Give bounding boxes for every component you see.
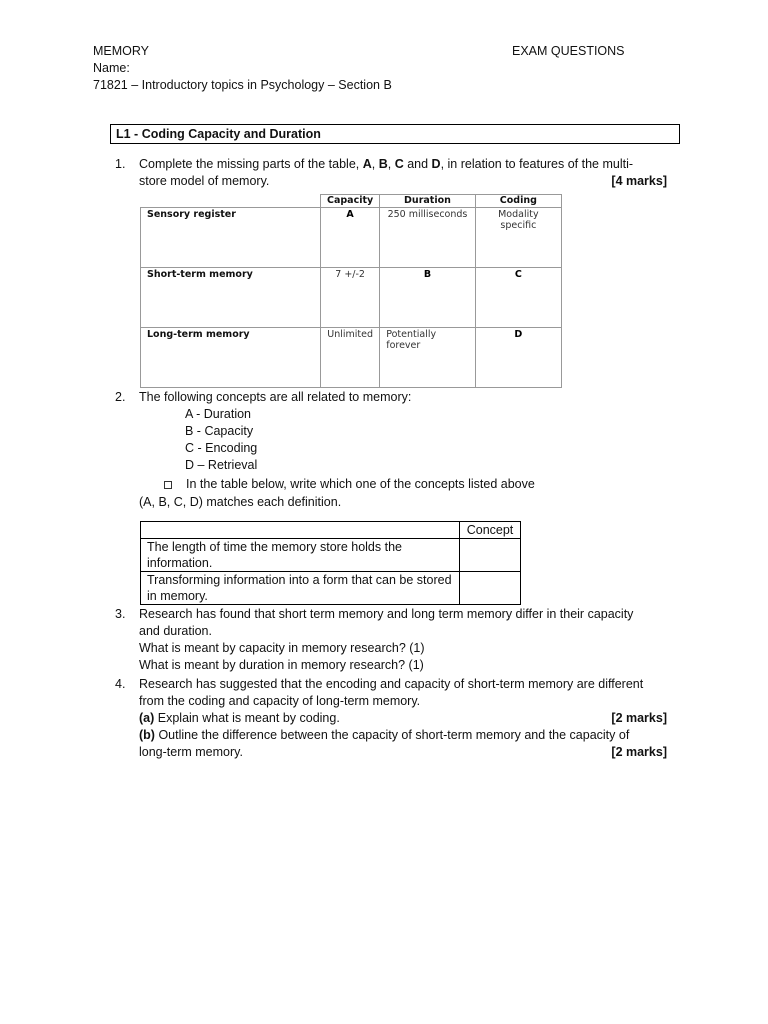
question-number: 2. <box>115 390 126 404</box>
concept-item: C - Encoding <box>185 441 258 455</box>
col-header-coding: Coding <box>475 195 561 208</box>
cell-sensory-capacity: A <box>321 208 380 268</box>
q1-letter-d: D <box>431 157 441 171</box>
section-title: L1 - Coding Capacity and Duration <box>110 124 680 144</box>
cell-stm-coding: C <box>475 268 561 328</box>
cell-ltm-capacity: Unlimited <box>321 328 380 388</box>
concept-column-header: Concept <box>460 522 521 539</box>
q4-part-a <box>139 710 667 727</box>
q1-text-a: Complete the missing parts of the table, <box>139 157 363 171</box>
marks-label: [2 marks] <box>611 711 667 725</box>
header-course: 71821 – Introductory topics in Psychology – Section B <box>93 78 392 92</box>
q1-letter-a: A <box>362 157 372 171</box>
concept-answer-cell[interactable] <box>460 539 521 572</box>
concept-table <box>140 521 521 605</box>
question-text: Complete the missing parts of the table, A, B, C and D, in relation to features of the multi- store model of memory. [4 marks] <box>139 157 667 188</box>
q4-part-b <box>139 727 667 744</box>
definition-cell: The length of time the memory store holds the information. <box>141 539 460 572</box>
instruction-text: In the table below, write which one of the concepts listed above <box>186 477 535 491</box>
cell-sensory-coding: Modality specific <box>475 208 561 268</box>
part-a-text: Explain what is meant by coding. <box>154 711 340 725</box>
part-b-text: Outline the difference between the capacity of short-term memory and the capacity of <box>154 728 630 742</box>
q4-line: Research has suggested that the encoding and capacity of short-term memory are different <box>139 677 644 691</box>
concept-answer-cell[interactable] <box>460 572 521 605</box>
part-a-label: (a) <box>139 711 155 725</box>
col-header-capacity: Capacity <box>321 195 380 208</box>
q1-and: and <box>403 157 432 171</box>
definition-cell: Transforming information into a form that can be stored in memory. <box>141 572 460 605</box>
question-number: 4. <box>115 677 126 691</box>
cell-ltm-duration: Potentially forever <box>380 328 476 388</box>
q1-letter-c: C <box>394 157 404 171</box>
row-label-short-term: Short-term memory <box>141 268 321 328</box>
question-text <box>139 606 667 674</box>
marks-label: [4 marks] <box>611 174 667 188</box>
concept-item: B - Capacity <box>185 424 254 438</box>
row-label-sensory: Sensory register <box>141 208 321 268</box>
header-exam-questions: EXAM QUESTIONS <box>512 44 625 58</box>
question-number: 3. <box>115 607 126 621</box>
square-bullet-icon <box>164 481 172 489</box>
concept-list <box>185 406 257 474</box>
q1-text-c: store model of memory. <box>139 174 270 188</box>
instruction-text-2: (A, B, C, D) matches each definition. <box>139 495 342 509</box>
q3-line: and duration. <box>139 624 212 638</box>
cell-stm-duration: B <box>380 268 476 328</box>
q1-text-b: , in relation to features of the multi- <box>440 157 634 171</box>
q4-part-b-cont <box>139 744 667 761</box>
table-corner <box>141 195 321 208</box>
part-b-text-2: long-term memory. <box>139 745 243 759</box>
header-left <box>93 43 392 94</box>
memory-model-table <box>140 194 562 388</box>
concept-item: D – Retrieval <box>185 458 258 472</box>
cell-sensory-duration: 250 milliseconds <box>380 208 476 268</box>
q4-line: from the coding and capacity of long-term memory. <box>139 694 421 708</box>
q3-line: What is meant by capacity in memory research? (1) <box>139 641 425 655</box>
cell-stm-capacity: 7 +/-2 <box>321 268 380 328</box>
q3-line: Research has found that short term memory and long term memory differ in their capacity <box>139 607 634 621</box>
question-number: 1. <box>115 157 126 171</box>
question-intro: The following concepts are all related to memory: <box>139 390 412 404</box>
part-b-label: (b) <box>139 728 155 742</box>
cell-ltm-coding: D <box>475 328 561 388</box>
col-header-duration: Duration <box>380 195 476 208</box>
row-label-long-term: Long-term memory <box>141 328 321 388</box>
header-name-label: Name: <box>93 61 130 75</box>
question-text <box>139 676 667 761</box>
concept-table-empty-header <box>141 522 460 539</box>
q1-letter-b: B <box>378 157 388 171</box>
instruction-line <box>164 476 535 493</box>
concept-item: A - Duration <box>185 407 252 421</box>
marks-label: [2 marks] <box>611 745 667 759</box>
header-topic: MEMORY <box>93 44 150 58</box>
q3-line: What is meant by duration in memory research? (1) <box>139 658 424 672</box>
